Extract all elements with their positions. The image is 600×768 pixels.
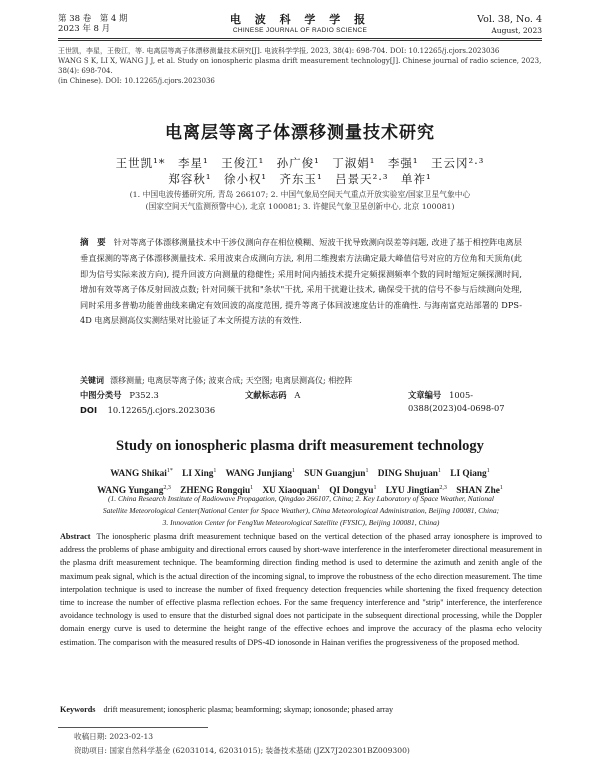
abstract-cn-text: 针对等离子体漂移测量技术中干涉仪测向存在相位模糊、短波干扰导致测向误差等问题, 改进了基于相控阵电离层垂直探测的等离子体漂移测量技术. 采用波束合成测向方法, 利用二维搜索方法确定最大峰值信号对应的方位角和天顶角(此即为信号实际来波方向), 提升回波方向测量的稳健性; 采用时间内插技术提升定频探测频率个数的同时缩短定频探测时间, 增加有效等离子体反射回波点数; 针对同频干扰和"条状"干扰, 采用干扰避让技术, 确保受干扰的信号不参与后续测向处理, 同时采用多普勒功能普曲线来确定有效回波的高度范围, 提升等离子体回波速度估计的准确性. 与海南富克站部署的 DPS-4D 电离层测高仪实测结果对比验证了本文所提方法的有效性. <box>80 237 522 326</box>
running-header <box>58 14 542 36</box>
author-en-name: QI Dongyu <box>329 486 374 497</box>
abstract-en <box>60 530 542 649</box>
citation-en-line2: (in Chinese). DOI: 10.12265/j.cjors.2023036 <box>58 77 215 85</box>
affiliation-en-line1: (1. China Research Institute of Radiowave Propagation, Qingdao 266107, China; 2. Key Laboratory of Space Weather, National <box>107 494 494 503</box>
keywords-cn-text: 漂移测量; 电离层等离子体; 波束合成; 天空图; 电离层测高仪; 相控阵 <box>110 376 353 385</box>
author-en-name: XU Xiaoquan <box>262 486 317 497</box>
keywords-en <box>60 704 542 716</box>
author-en-name: ZHENG Rongqiu <box>180 486 251 497</box>
author-en-sup: 1 <box>365 468 369 474</box>
keywords-en-label: Keywords <box>60 705 96 714</box>
keywords-en-text: drift measurement; ionospheric plasma; beamforming; skymap; ionosonde; phased array <box>103 705 394 714</box>
volume-issue-cn: 第 38 卷 第 4 期 <box>58 14 128 24</box>
clc-field <box>80 389 159 402</box>
abstract-en-label: Abstract <box>60 532 91 541</box>
author-en-sup: 1 <box>213 468 217 474</box>
author-en-sup: 1 <box>316 485 320 492</box>
citation-en-line1: WANG S K, LI X, WANG J J, et al. Study on ionospheric plasma drift measurement technology[J]. Chinese journal of radio science, 2023, 38(4): 698-704. <box>58 57 542 75</box>
author-en-sup: 2,3 <box>439 485 447 492</box>
journal-name-cn: 电 波 科 学 学 报 <box>229 13 371 26</box>
author-en-name: WANG Shikai <box>110 469 167 480</box>
article-number-label: 文章编号 <box>408 390 442 400</box>
affiliation-en-line3: 3. Innovation Center for FengYun Meteorological Satellite (FYSIC), Beijing 100081, China) <box>162 518 440 527</box>
article-number-value: 1005-0388(2023)04-0698-07 <box>408 390 505 413</box>
abstract-en-text: The ionospheric plasma drift measurement technique based on the vertical detection of the phased array ionosphere is improved to address the problems of phase ambiguity and directional errors caused by short-wave interference in the interferometer directional measurement in the plasma drift measurement technique. The beamforming direction finding method is used to determine the azimuth and zenith angle of the maximum peak signal, which is the actual direction of the incoming signal, to improve the robustness of the echo direction measurement. The time interpolation technique is used to increase the number of fixed frequency detection frequencies while shortening the fixed frequency detection time to increase the number of effective plasma reflection echoes. For the same frequency interference and "strip" interference, the interference avoidance technology is used to ensure that the disturbed signal does not participate in the subsequent directional processing, while the Doppler domain energy curve is used to determine the height range of the effective echoes and improve the accuracy of the plasma echo velocity estimation. The comparison with the measured results of DPS-4D ionosonde in Hainan verifies the progressiveness of the proposed method. <box>60 532 542 647</box>
author-en-sup: 1 <box>486 468 490 474</box>
author-en-sup: 1 <box>291 468 295 474</box>
keywords-cn <box>80 374 522 387</box>
journal-name-en: CHINESE JOURNAL OF RADIO SCIENCE <box>232 27 368 34</box>
authors-cn <box>80 155 520 187</box>
keywords-cn-label: 关键词 <box>80 376 104 385</box>
paper-title-cn: 电离层等离子体漂移测量技术研究 <box>165 123 435 143</box>
affiliations-en <box>60 493 542 529</box>
authors-en-line1 <box>70 464 530 481</box>
doi-label: DOI <box>80 405 98 415</box>
authors-cn-line2: 郑容秋¹ 徐小权¹ 齐东玉¹ 吕景天²·³ 单祚¹ <box>168 172 432 186</box>
author-en-sup: 1 <box>373 485 377 492</box>
author-en-sup: 1 <box>250 485 254 492</box>
header-rule-bottom <box>58 40 542 41</box>
affiliation-cn-line1: (1. 中国电波传播研究所, 青岛 266107; 2. 中国气象局空间天气重点开放实验室/国家卫星气象中心 <box>129 190 471 199</box>
clc-label: 中图分类号 <box>80 390 122 400</box>
author-en-sup: 2,3 <box>163 485 171 492</box>
citation-cn: 王世凯，李星，王俊江，等. 电离层等离子体漂移测量技术研究[J]. 电波科学学报, 2023, 38(4): 698-704. DOI: 10.12265/j.cjors.2023036 <box>58 47 500 55</box>
header-center <box>58 14 542 35</box>
author-en-name: SHAN Zhe <box>456 486 500 497</box>
doc-code-label: 文献标志码 <box>245 390 287 400</box>
author-en-sup: 1 <box>499 485 503 492</box>
doc-code-field <box>245 389 300 402</box>
authors-cn-line1: 王世凯¹* 李星¹ 王俊江¹ 孙广俊¹ 丁淑娟¹ 李强¹ 王云冈²·³ <box>115 156 485 170</box>
clc-value: P352.3 <box>129 390 159 400</box>
footnote-funding: 资助项目: 国家自然科学基金 (62031014, 62031015); 装备技术基础 (JZX7J202301BZ009300) <box>74 746 410 755</box>
abstract-cn-label: 摘 要 <box>80 238 106 248</box>
footnote-received: 收稿日期: 2023-02-13 <box>74 732 154 741</box>
doi-value: 10.12265/j.cjors.2023036 <box>107 405 216 415</box>
author-en-name: LI Qiang <box>450 469 487 480</box>
author-en-name: DING Shujuan <box>377 469 438 480</box>
header-rule-top <box>58 38 542 39</box>
header-right <box>477 14 542 36</box>
date-cn: 2023 年 8 月 <box>58 24 111 34</box>
abstract-cn <box>80 235 522 328</box>
paper-title-en: Study on ionospheric plasma drift measurement technology <box>116 438 484 454</box>
author-en-sup: 1* <box>166 468 173 474</box>
author-en-name: LYU Jingtian <box>385 486 440 497</box>
affiliations-cn <box>70 189 530 213</box>
author-en-name: WANG Yungang <box>97 486 164 497</box>
doi-row <box>80 404 522 417</box>
author-en-name: WANG Junjiang <box>225 469 292 480</box>
citation-block <box>58 46 542 86</box>
author-en-name: SUN Guangjun <box>304 469 366 480</box>
volume-issue-en: Vol. 38, No. 4 <box>477 14 542 25</box>
affiliation-cn-line2: (国家空间天气监测预警中心), 北京 100081; 3. 许健民气象卫星创新中心, 北京 100081) <box>145 202 455 211</box>
doc-code-value: A <box>294 390 301 400</box>
date-en: August, 2023 <box>491 26 542 35</box>
author-en-name: LI Xing <box>182 469 214 480</box>
footnote-rule <box>58 727 208 728</box>
author-en-sup: 1 <box>437 468 441 474</box>
affiliation-en-line2: Satellite Meteorological Center(National Center for Space Weather), China Meteorological Administration, Beijing 100081, China; <box>102 506 500 515</box>
